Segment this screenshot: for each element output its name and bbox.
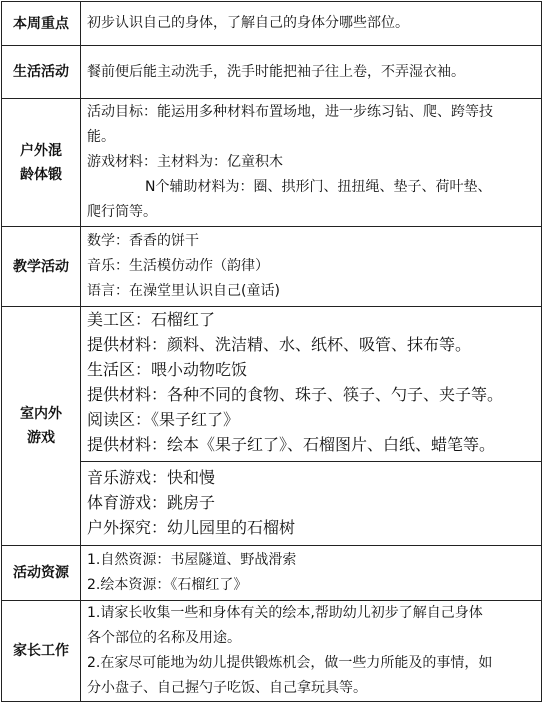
content-indoor-outdoor-games xyxy=(81,307,542,546)
text-line: 活动目标：能运用多种材料布置场地，进一步练习钻、爬、跨等技 xyxy=(87,104,493,120)
header-life-activity: 生活活动 xyxy=(2,46,81,99)
text-line: 餐前便后能主动洗手，洗手时能把袖子往上卷，不弄湿衣袖。 xyxy=(87,63,465,80)
row-activity-resources xyxy=(2,546,542,601)
text-line: 语言：在澡堂里认识自己(童话) xyxy=(87,283,280,299)
content-teaching-activity xyxy=(81,227,542,307)
text-line: 阅读区：《果子红了》 xyxy=(87,410,240,429)
text-line: 2.绘本资源：《石榴红了》 xyxy=(87,577,248,593)
header-line: 游戏 xyxy=(27,430,55,446)
row-life-activity xyxy=(2,46,542,99)
header-activity-resources: 活动资源 xyxy=(2,546,81,601)
outdoor-games-block xyxy=(81,461,541,545)
text-line: 提供材料：绘本《果子红了》、石榴图片、白纸、蜡笔等。 xyxy=(87,435,496,454)
text-line: 爬行筒等。 xyxy=(87,204,157,220)
header-line: 室内外 xyxy=(20,406,62,422)
text-line: 美工区：石榴红了 xyxy=(87,310,216,329)
weekly-plan-table xyxy=(1,1,542,702)
text-line: 音乐游戏：快和慢 xyxy=(87,468,216,487)
row-parent-work xyxy=(2,601,542,702)
text-line: 1.自然资源：书屋隧道、野战滑索 xyxy=(87,552,297,568)
text-line: 生活区：喂小动物吃饭 xyxy=(87,360,248,379)
text-line: 1.请家长收集一些和身体有关的绘本,帮助幼儿初步了解自己身体 xyxy=(87,605,483,621)
row-indoor-outdoor-games xyxy=(2,307,542,546)
row-teaching-activity xyxy=(2,227,542,307)
header-teaching-activity: 教学活动 xyxy=(2,227,81,307)
header-indoor-outdoor-games xyxy=(2,307,81,546)
text-line: 分小盘子、自己握勺子吃饭、自己拿玩具等。 xyxy=(87,680,367,696)
text-line: 音乐：生活模仿动作（韵律） xyxy=(87,258,269,274)
header-parent-work: 家长工作 xyxy=(2,601,81,702)
header-line: 户外混 xyxy=(20,142,62,159)
row-weekly-focus xyxy=(2,2,542,46)
text-line: 游戏材料：主材料为：亿童积木 xyxy=(87,154,283,170)
text-line: 能。 xyxy=(87,129,115,145)
text-line: 提供材料：颜料、洗洁精、水、纸杯、吸管、抹布等。 xyxy=(87,335,472,354)
text-line: 户外探究：幼儿园里的石榴树 xyxy=(87,518,296,537)
text-line: 2.在家尽可能地为幼儿提供锻炼机会，做一些力所能及的事情，如 xyxy=(87,655,493,671)
content-parent-work xyxy=(81,601,542,702)
text-line: 初步认识自己的身体，了解自己的身体分哪些部位。 xyxy=(87,15,409,31)
content-life-activity xyxy=(81,46,542,99)
indoor-games-block xyxy=(81,307,541,461)
content-activity-resources xyxy=(81,546,542,601)
row-outdoor-exercise xyxy=(2,99,542,227)
header-outdoor-exercise xyxy=(2,99,81,227)
header-line: 龄体锻 xyxy=(20,166,62,183)
content-outdoor-exercise xyxy=(81,99,542,227)
text-line: 数学：香香的饼干 xyxy=(87,233,199,249)
content-weekly-focus xyxy=(81,2,542,46)
text-line: 体育游戏：跳房子 xyxy=(87,493,216,512)
text-line: 各个部位的名称及用途。 xyxy=(87,630,241,646)
text-line: 提供材料：各种不同的食物、珠子、筷子、勺子、夹子等。 xyxy=(87,385,504,404)
header-weekly-focus: 本周重点 xyxy=(2,2,81,46)
text-line: N个辅助材料为：圈、拱形门、扭扭绳、垫子、荷叶垫、 xyxy=(145,179,492,195)
